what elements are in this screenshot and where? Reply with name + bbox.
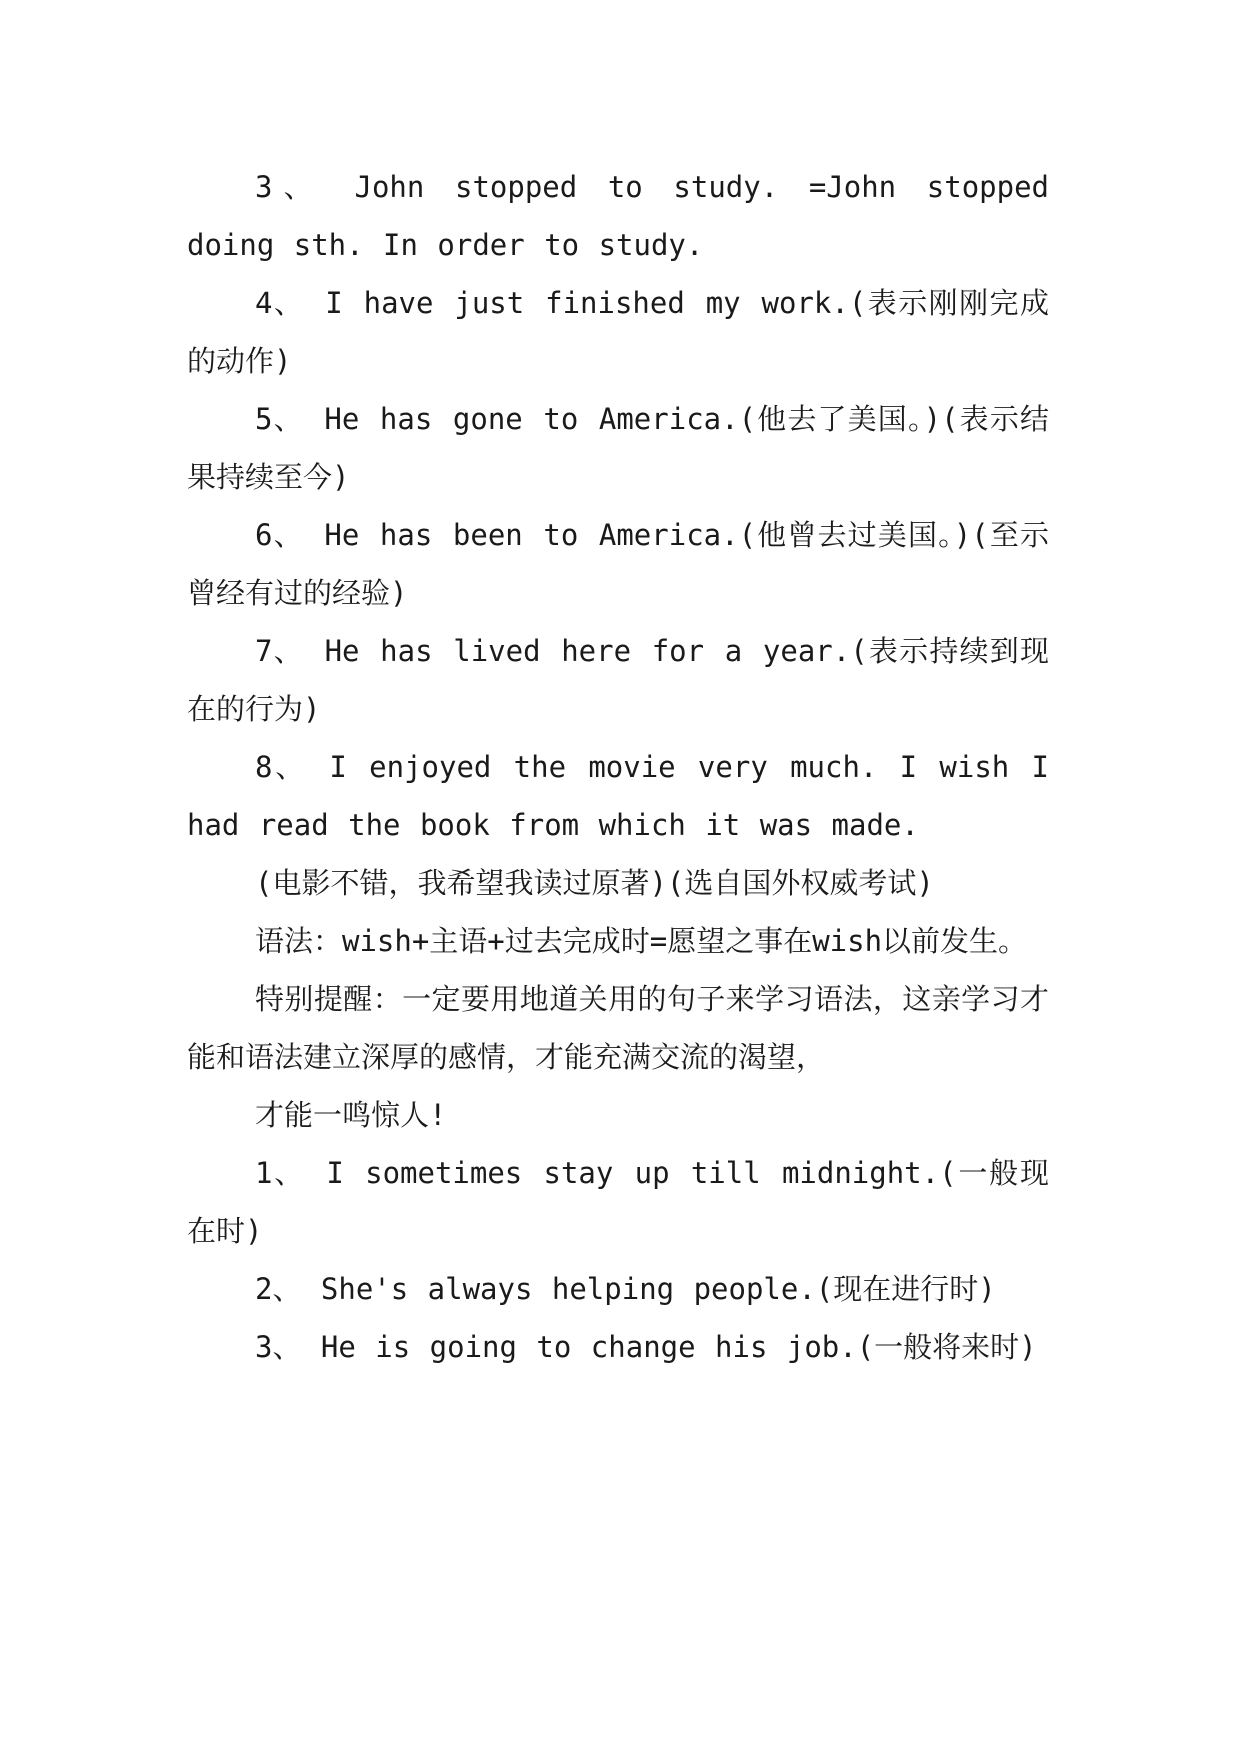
paragraph-example-3: 3、 John stopped to study. =John stopped doing sth. In order to study. [187,170,1049,262]
paragraph-grammar-rule: 语法：wish+主语+过去完成时=愿望之事在wish以前发生。 [255,924,1028,958]
paragraph-example-5: 5、 He has gone to America.(他去了美国。)(表示结果持续至今) [187,402,1049,494]
paragraph-tense-example-1: 1、 I sometimes stay up till midnight.(一般现在时) [187,1156,1049,1248]
paragraph-example-6: 6、 He has been to America.(他曾去过美国。)(至示曾经有过的经验) [187,518,1049,610]
paragraph-tense-example-2: 2、 She's always helping people.(现在进行时) [255,1272,996,1306]
paragraph-special-reminder: 特别提醒：一定要用地道关用的句子来学习语法，这亲学习才能和语法建立深厚的感情，才能充满交流的渴望， [187,982,1049,1074]
paragraph-translation-note: (电影不错，我希望我读过原著)(选自国外权威考试) [255,866,934,900]
paragraph-example-8: 8、 I enjoyed the movie very much. I wish I had read the book from which it was made. [187,750,1049,842]
document-page [187,158,1049,1376]
paragraph-reminder-closing: 才能一鸣惊人! [255,1098,447,1132]
paragraph-tense-example-3: 3、 He is going to change his job.(一般将来时) [255,1330,1037,1364]
paragraph-example-4: 4、 I have just finished my work.(表示刚刚完成的动作) [187,286,1049,378]
paragraph-example-7: 7、 He has lived here for a year.(表示持续到现在的行为) [187,634,1049,726]
